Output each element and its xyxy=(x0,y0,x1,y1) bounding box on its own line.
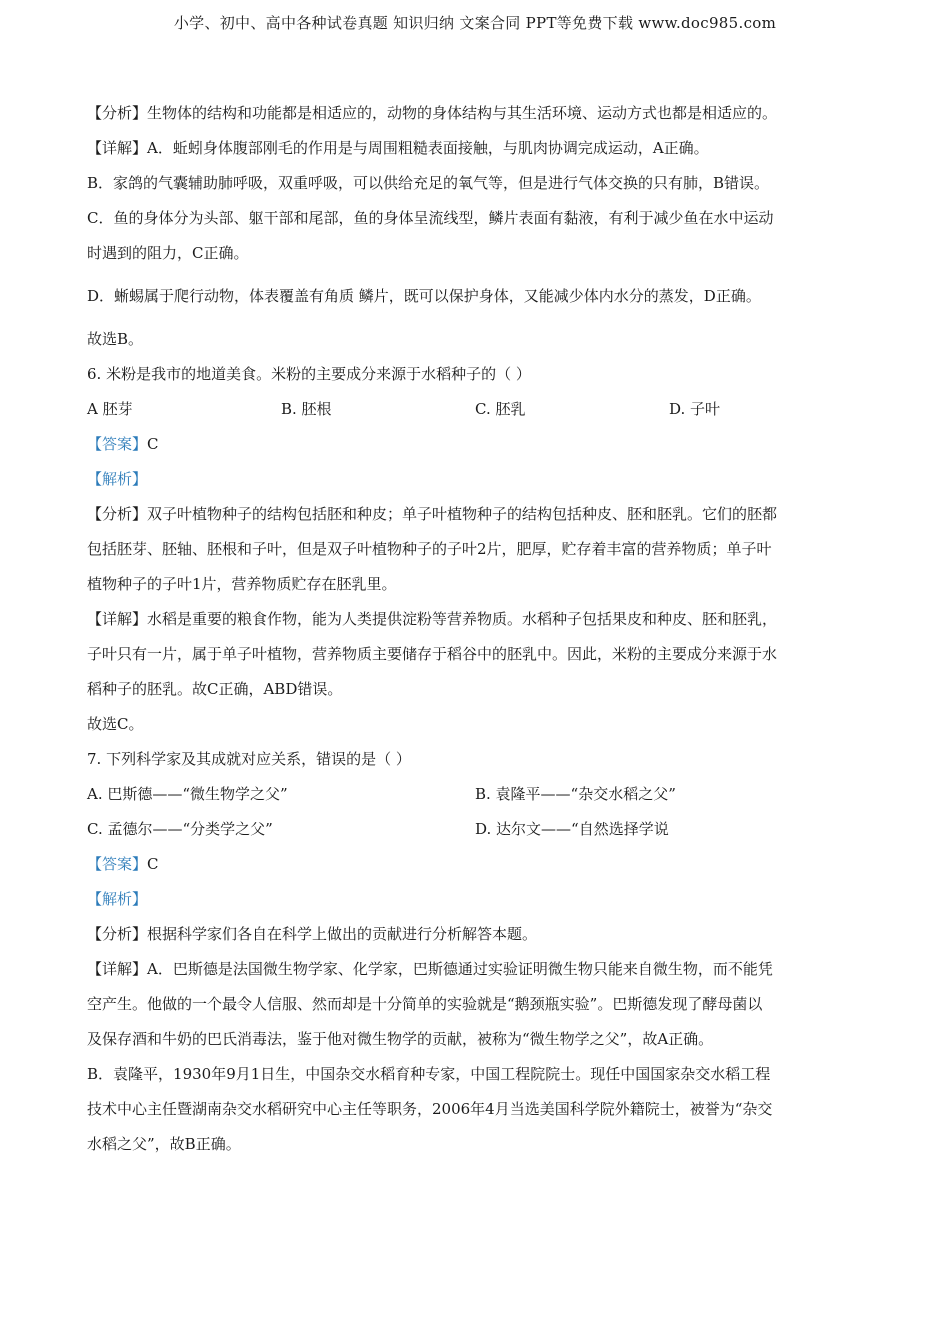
detail-tag: 【详解】 xyxy=(87,960,148,978)
q7-explain-tag: 【解析】 xyxy=(87,890,148,908)
answer-tag: 【答案】 xyxy=(87,435,148,453)
q7-detail-b2: 技术中心主任暨湖南杂交水稻研究中心主任等职务，2006年4月当选美国科学院外籍院士，被誉为“杂交 xyxy=(87,1100,773,1118)
detail-tag: 【详解】 xyxy=(87,610,148,628)
q6-option-b: B. 胚根 xyxy=(281,400,332,418)
q6-analysis-3: 植物种子的子叶1片，营养物质贮存在胚乳里。 xyxy=(87,575,397,593)
q7-answer: 【答案】C xyxy=(87,855,159,873)
q7-option-b: B. 袁隆平——“杂交水稻之父” xyxy=(475,785,676,803)
detail-tag: 【详解】 xyxy=(87,139,148,157)
q6-option-d: D. 子叶 xyxy=(669,400,721,418)
q5-detail-c2: 时遇到的阻力，C正确。 xyxy=(87,244,249,262)
analysis-tag: 【分析】 xyxy=(87,104,148,122)
q5-detail-c1: C．鱼的身体分为头部、躯干部和尾部，鱼的身体呈流线型，鳞片表面有黏液，有利于减少鱼在水中运动 xyxy=(87,209,774,227)
q7-question: 7. 下列科学家及其成就对应关系，错误的是（ ） xyxy=(87,750,411,768)
q5-detail-a: 【详解】A．蚯蚓身体腹部刚毛的作用是与周围粗糙表面接触，与肌肉协调完成运动，A正确。 xyxy=(87,139,709,157)
q7-detail-a1: 【详解】A．巴斯德是法国微生物学家、化学家，巴斯德通过实验证明微生物只能来自微生物，而不能凭 xyxy=(87,960,773,978)
q6-conclusion: 故选C。 xyxy=(87,715,144,733)
page-header: 小学、初中、高中各种试卷真题 知识归纳 文案合同 PPT等免费下载 www.doc985.com xyxy=(173,14,777,32)
q7-detail-a3: 及保存酒和牛奶的巴氏消毒法，鉴于他对微生物学的贡献，被称为“微生物学之父”，故A正确。 xyxy=(87,1030,714,1048)
q6-analysis-1: 【分析】双子叶植物种子的结构包括胚和种皮；单子叶植物种子的结构包括种皮、胚和胚乳。它们的胚都 xyxy=(87,505,778,523)
q6-option-a: A 胚芽 xyxy=(87,400,133,418)
q7-options-row2 xyxy=(87,812,862,847)
q7-analysis: 【分析】根据科学家们各自在科学上做出的贡献进行分析解答本题。 xyxy=(87,925,538,943)
q6-options xyxy=(87,392,862,427)
q6-detail-1: 【详解】水稻是重要的粮食作物，能为人类提供淀粉等营养物质。水稻种子包括果皮和种皮、胚和胚乳， xyxy=(87,610,778,628)
analysis-tag: 【分析】 xyxy=(87,505,148,523)
q6-option-c: C. 胚乳 xyxy=(475,400,526,418)
q7-option-a: A. 巴斯德——“微生物学之父” xyxy=(87,785,288,803)
q5-conclusion: 故选B。 xyxy=(87,330,144,348)
q7-option-d: D. 达尔文——“自然选择学说 xyxy=(475,820,669,838)
q7-option-c: C. 孟德尔——“分类学之父” xyxy=(87,820,273,838)
q6-answer: 【答案】C xyxy=(87,435,159,453)
document-body xyxy=(87,96,862,1162)
q7-options-row1 xyxy=(87,777,862,812)
q7-detail-a2: 空产生。他做的一个最令人信服、然而却是十分简单的实验就是“鹅颈瓶实验”。巴斯德发现了酵母菌以 xyxy=(87,995,763,1013)
q6-detail-3: 稻种子的胚乳。故C正确，ABD错误。 xyxy=(87,680,343,698)
q7-detail-b3: 水稻之父”，故B正确。 xyxy=(87,1135,241,1153)
analysis-tag: 【分析】 xyxy=(87,925,148,943)
q6-explain-tag: 【解析】 xyxy=(87,470,148,488)
q6-analysis-2: 包括胚芽、胚轴、胚根和子叶，但是双子叶植物种子的子叶2片，肥厚，贮存着丰富的营养物质；单子叶 xyxy=(87,540,772,558)
q5-detail-b: B．家鸽的气囊辅助肺呼吸，双重呼吸，可以供给充足的氧气等，但是进行气体交换的只有肺，B错误。 xyxy=(87,174,770,192)
answer-tag: 【答案】 xyxy=(87,855,148,873)
q6-question: 6. 米粉是我市的地道美食。米粉的主要成分来源于水稻种子的（ ） xyxy=(87,365,531,383)
q5-analysis: 【分析】生物体的结构和功能都是相适应的，动物的身体结构与其生活环境、运动方式也都是相适应的。 xyxy=(87,104,778,122)
q6-detail-2: 子叶只有一片，属于单子叶植物，营养物质主要储存于稻谷中的胚乳中。因此，米粉的主要成分来源于水 xyxy=(87,645,778,663)
q5-detail-d: D．蜥蜴属于爬行动物，体表覆盖有角质 鳞片，既可以保护身体，又能减少体内水分的蒸发，D正确。 xyxy=(87,287,761,305)
q7-detail-b1: B．袁隆平，1930年9月1日生，中国杂交水稻育种专家，中国工程院院士。现任中国国家杂交水稻工程 xyxy=(87,1065,771,1083)
